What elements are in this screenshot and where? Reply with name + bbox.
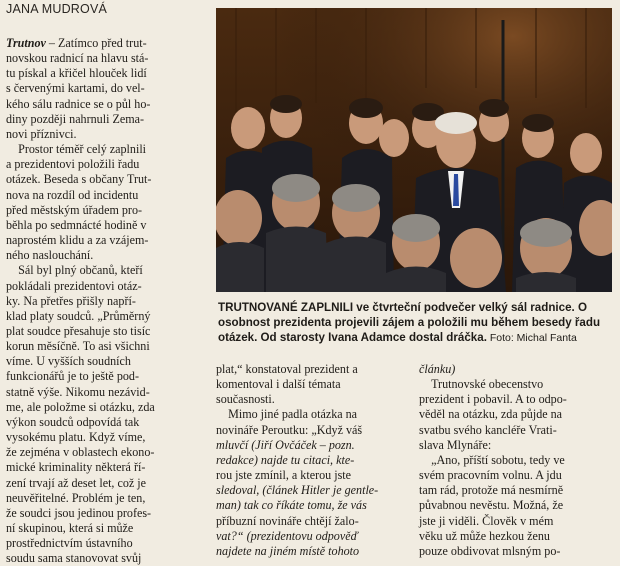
left-column-line: novi příznivci. [6,126,77,141]
left-column-line: víme. U vyšších soudních [6,354,131,369]
left-column-line: a prezidentovi položili řadu [6,157,140,172]
right-column-line: Trutnovské obecenstvo [419,377,544,392]
photo-credit: Foto: Michal Fanta [486,332,577,345]
left-column-line: běhla po sedmnácté hodině v [6,217,147,232]
byline: JANA MUDROVÁ [6,2,108,16]
left-column-line: ní skupinou, která si může [6,521,134,535]
left-column-line: pokládali prezidentovi otáz- [6,278,142,293]
right-column-line: tam rád, protože má nesmírně [419,483,564,498]
middle-column-line: mluvčí (Jiří Ovčáček – pozn. [216,437,355,452]
middle-column-text [216,362,404,559]
left-column-line: novskou radnicí na hlavu stá- [6,51,149,66]
left-column-line: me, ale položme si otázku, zda [6,399,155,414]
left-column-line: plat soudce přesahuje sto tisíc [6,323,151,338]
left-column-line: zení trvají až deset let, což je [6,475,147,490]
left-column [6,36,204,566]
left-column-line: ky. Na přetřes přišly napří- [6,293,136,308]
left-column-line: kého sálu radnice se o půl ho- [6,96,151,111]
left-column-line: s červenými kartami, do vel- [6,81,145,96]
right-column-line: svém pracovním volnu. A jdu [419,468,562,483]
middle-column [216,362,404,559]
left-column-line: Sál byl plný občanů, kteří [6,263,143,278]
left-column-line: nova na rozdíl od incidentu [6,187,139,202]
middle-column-line: novináře Peroutku: „Když váš [216,422,363,437]
left-column-line: soudu sama stanovovat svůj [6,551,142,566]
left-column-line: neuvěřitelné. Problém je ten, [6,490,146,505]
dateline-place: Trutnov [6,36,46,50]
article-photo [216,8,612,292]
right-column-line: svatbu svého kancléře Vrati- [419,422,557,437]
left-column-line: mické kriminality některá ří- [6,460,146,475]
left-column-line: tu pískal a křičel hlouček lidí [6,66,147,81]
left-column-line: funkcionářů je to ještě pod- [6,369,139,384]
left-column-line: statně výše. Nikomu nezávid- [6,384,150,399]
middle-column-line: sledoval, (článek Hitler je gentle- [216,483,379,498]
middle-column-line: vat?“ (prezidentovu odpověď [216,528,358,543]
middle-column-line: man) tak co říkáte tomu, že vás [216,498,367,513]
middle-column-line: komentoval i další témata [216,377,341,392]
left-column-line: že zejména v oblastech ekono- [6,445,155,460]
middle-column-line: plat,“ konstatoval prezident a [216,362,358,376]
left-column-line: výkon soudců odpovídá tak [6,414,140,429]
photo-illustration [216,8,612,292]
middle-column-line: současnosti. [216,392,275,407]
middle-column-line: Mimo jiné padla otázka na [216,407,358,422]
left-column-line: ného naslouchání. [6,248,94,263]
right-column-line: pouze obdivovat mlsným po- [419,543,561,558]
left-column-line: korun měsíčně. To asi všichni [6,339,150,354]
left-column-line: klad platy soudců. „Průměrný [6,308,151,323]
right-column-line: věděl na otázku, zda půjde na [419,407,563,422]
right-column-line: článku) [419,362,456,376]
right-column-line: věku už může hezkou ženu [419,528,550,543]
right-column-line: „Ano, příští sobotu, tedy ve [419,452,565,467]
left-column-text [6,36,204,566]
middle-column-line: najdete na jiném místě tohoto [216,543,360,558]
caption-headline: TRUTNOVANÉ ZAPLNILI [218,301,354,314]
left-column-line: před městským úřadem pro- [6,202,143,217]
left-column-line: prostřednictvím ústavního [6,536,133,551]
photo-caption [218,300,612,347]
left-column-line: vysokému platu. Když víme, [6,430,146,445]
right-column-line: prezident i pobavil. A to odpo- [419,392,567,407]
right-column [419,362,615,559]
left-column-line: otázek. Beseda s občany Trut- [6,172,152,187]
right-column-text [419,362,615,559]
left-column-line: naprostém klidu a za vzájem- [6,233,149,248]
right-column-line: půvabnou nevěstu. Možná, že [419,498,564,513]
right-column-line: slava Mlynáře: [419,437,492,452]
middle-column-line: redakce) najde tu citaci, kte- [216,452,355,467]
left-column-line: Trutnov – Zatímco před trut- [6,36,147,50]
left-column-line: že soudci jsou jedinou profes- [6,505,152,520]
right-column-line: jste ji viděli. Člověk v mém [419,513,554,528]
middle-column-line: příbuzní novináře chtějí žalo- [216,513,359,528]
caption-text: ve čtvrteční podvečer velký sál radnice. O osobnost prezidenta projevili zájem a položili mu během besedy řadu otázek. Od starosty Ivana Adamce dostal dráčka. [218,301,601,345]
left-column-line: diny později nahrnuli Zema- [6,111,145,126]
left-column-line: Prostor téměř celý zaplnili [6,142,147,157]
middle-column-line: rou jste zmínil, a kterou jste [216,468,352,483]
